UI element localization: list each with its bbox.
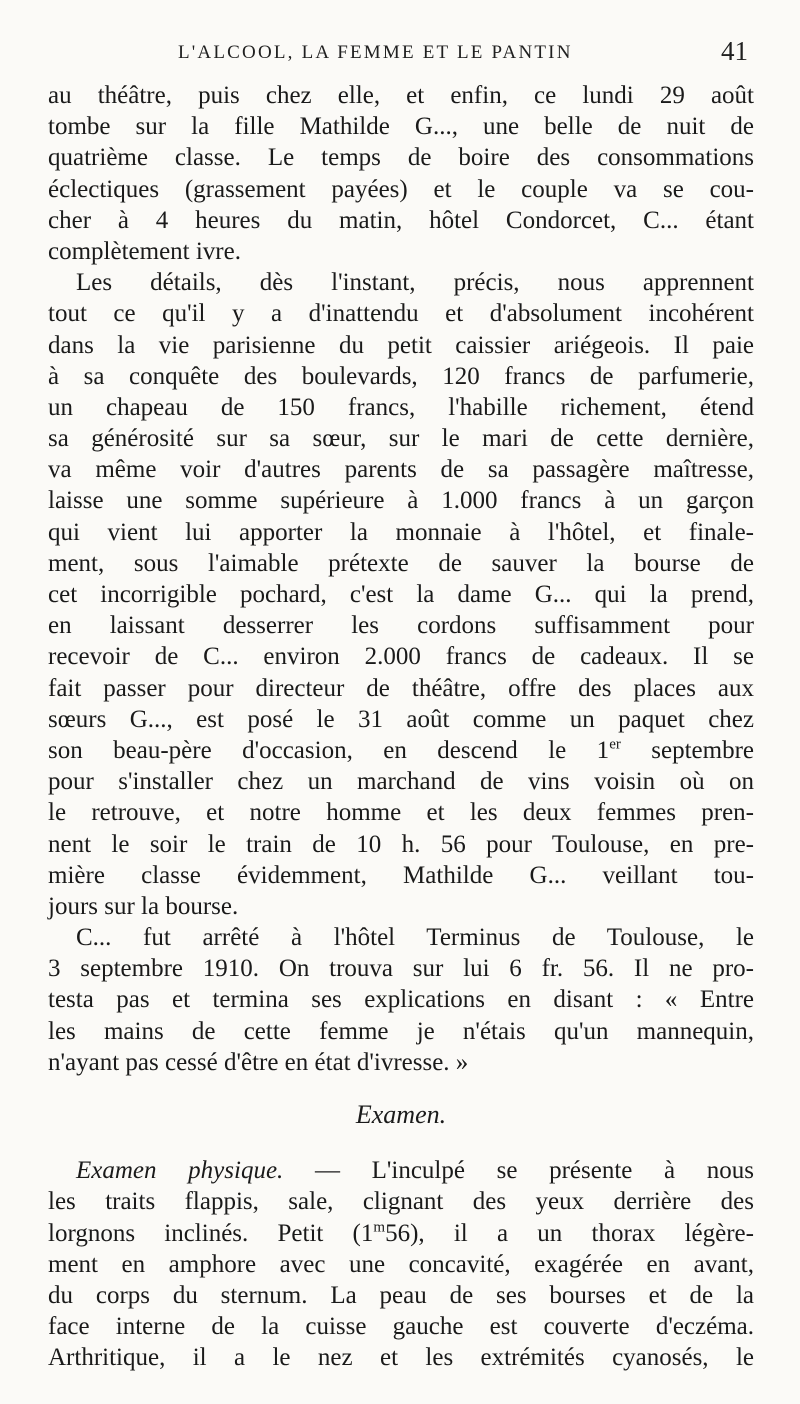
superscript: er [609,736,621,753]
paragraph-3 [48,922,754,1078]
text-line: va même voir d'autres parents de sa passagère maîtresse, [48,456,754,484]
text-line: 3 septembre 1910. On trouva sur lui 6 fr. 56. Il ne pro- [48,955,754,983]
run-in-heading: Examen physique. [76,1157,284,1185]
text-line: sa générosité sur sa sœur, sur le mari de cette dernière, [48,425,754,453]
superscript: m [373,1219,386,1236]
text-line: quatrième classe. Le temps de boire des consommations [48,144,754,172]
text-segment: septembre [620,736,755,764]
text-line: nent le soir le train de 10 h. 56 pour Toulouse, en pre- [48,830,754,858]
text-line: laisse une somme supérieure à 1.000 francs à un garçon [48,487,754,515]
page-number: 41 [721,36,748,66]
text-line: face interne de la cuisse gauche est couverte d'eczéma. [48,1313,754,1341]
text-line: en laissant desserrer les cordons suffisamment pour [48,612,754,640]
text-line: recevoir de C... environ 2.000 francs de cadeaux. Il se [48,643,754,671]
text-line: n'ayant pas cessé d'être en état d'ivresse. » [48,1048,469,1076]
paragraph-4 [48,1155,754,1373]
text-line: tout ce qu'il y a d'inattendu et d'absolument incohérent [48,300,754,328]
text-line: les traits flappis, sale, clignant des yeux derrière des [48,1188,754,1216]
text-line [48,1218,754,1249]
text-line: Les détails, dès l'instant, précis, nous apprennent [76,269,754,297]
page-header [0,36,800,70]
paragraph-2 [48,267,754,922]
text-line: dans la vie parisienne du petit caissier ariégeois. Il paie [48,331,754,359]
text-line: mière classe évidemment, Mathilde G... veillant tou- [48,861,754,889]
text-line: C... fut arrêté à l'hôtel Terminus de Toulouse, le [76,924,754,952]
text-line: tombe sur la fille Mathilde G..., une belle de nuit de [48,113,754,141]
text-line: ment, sous l'aimable prétexte de sauver la bourse de [48,549,754,577]
text-segment: lorgnons inclinés. Petit (1 [48,1219,374,1247]
text-line: du corps du sternum. La peau de ses bourses et de la [48,1281,754,1309]
running-title: L'ALCOOL, LA FEMME ET LE PANTIN [178,42,573,63]
text-line: à sa conquête des boulevards, 120 francs de parfumerie, [48,362,754,390]
text-line: cher à 4 heures du matin, hôtel Condorcet, C... étant [48,206,754,234]
text-line: jours sur la bourse. [48,892,239,920]
text-line: qui vient lui apporter la monnaie à l'hôtel, et finale- [48,518,754,546]
text-line: les mains de cette femme je n'étais qu'un mannequin, [48,1017,754,1045]
text-line [48,1155,754,1186]
text-line: fait passer pour directeur de théâtre, offre des places aux [48,674,754,702]
text-segment: 56), il a un thorax légère- [385,1219,754,1247]
text-segment: — L'inculpé se présente à nous [283,1157,754,1185]
section-heading: Examen. [355,1100,447,1129]
text-line: au théâtre, puis chez elle, et enfin, ce lundi 29 août [48,82,754,109]
text-line: complètement ivre. [48,237,241,265]
text-line: Arthritique, il a le nez et les extrémités cyanosés, le [48,1344,754,1372]
body-text [48,80,754,1374]
text-line: le retrouve, et notre homme et les deux femmes pren- [48,799,754,827]
text-line: cet incorrigible pochard, c'est la dame G... qui la prend, [48,581,754,608]
text-line: pour s'installer chez un marchand de vins voisin où on [48,768,754,796]
text-line: un chapeau de 150 francs, l'habille richement, étend [48,393,754,421]
text-line [48,735,754,766]
text-line: sœurs G..., est posé le 31 août comme un paquet chez [48,705,754,733]
text-line: éclectiques (grassement payées) et le couple va se cou- [48,175,754,203]
text-line: testa pas et termina ses explications en disant : « Entre [48,986,754,1014]
text-line: ment en amphore avec une concavité, exagérée en avant, [48,1250,754,1278]
text-segment: son beau-père d'occasion, en descend le 1 [48,736,610,764]
paragraph-1 [48,80,754,267]
